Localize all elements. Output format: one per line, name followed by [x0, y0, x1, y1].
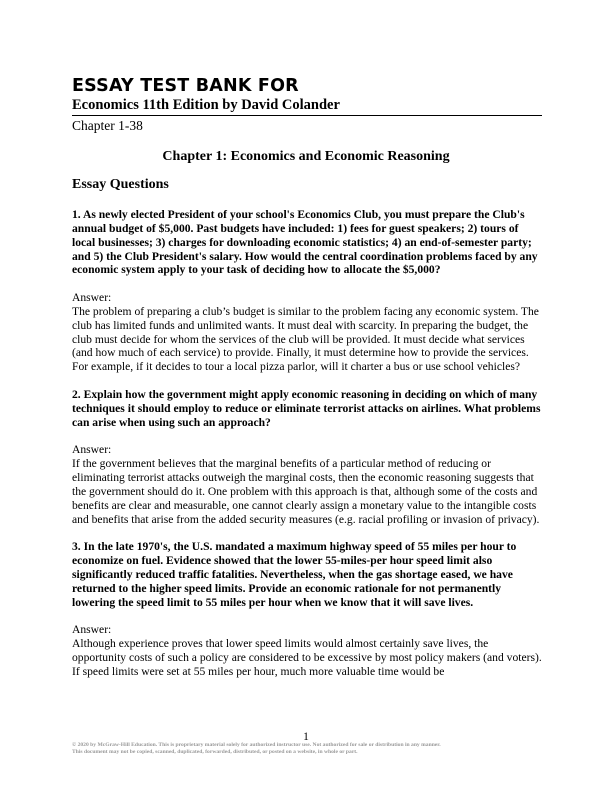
copyright-line-1: © 2020 by McGraw-Hill Education. This is proprietary material solely for authorized instructor use. Not authorized for sale or distribution in any manner.	[72, 742, 441, 748]
question-item	[72, 388, 544, 526]
copyright-line-2: This document may not be copied, scanned, duplicated, forwarded, distributed, or posted on a website, in whole or part.	[72, 749, 358, 756]
book-subtitle: Economics 11th Edition by David Colander	[72, 97, 340, 113]
chapter-range: Chapter 1-38	[72, 118, 143, 133]
question-item	[72, 208, 544, 374]
page-number: 1	[303, 731, 309, 743]
copyright-footer	[72, 742, 552, 757]
questions-list	[72, 208, 544, 693]
header-divider	[72, 115, 542, 116]
question-text: 1. As newly elected President of your school's Economics Club, you must prepare the Club's annual budget of $5,000. Past budgets have included: 1) fees for guest speakers; 2) tours of local businesses; 3) charges for downloading economic statistics; 4) an end-of-semester party; and 5) the Club President's salary. How would the central coordination problems faced by any economic system apply to your task of deciding how to allocate the $5,000?	[72, 208, 538, 277]
answer-text: If the government believes that the marginal benefits of a particular method of reducing or eliminating terrorist attacks outweigh the marginal costs, then the economic reasoning suggests that the government should do it. One problem with this approach is that, although some of the costs and benefits are clear and measurable, one cannot clearly assign a monetary value to the intangible costs and benefits that arise from the added security measures (e.g. racial profiling or invasion of privacy).	[72, 457, 540, 526]
question-text: 3. In the late 1970's, the U.S. mandated a maximum highway speed of 55 miles per hour to economize on fuel. Evidence showed that the lower 55-miles-per hour speed limit also significantly reduced traffic fatalities. Nevertheless, when the gas shortage eased, we have returned to the higher speed limits. Provide an economic rationale for not permanently lowering the speed limit to 55 miles per hour when we know that it will save lives.	[72, 540, 517, 609]
section-heading: Essay Questions	[72, 177, 169, 192]
answer-label: Answer:	[72, 291, 112, 305]
answer-label: Answer:	[72, 443, 112, 457]
answer-text: The problem of preparing a club’s budget is similar to the problem facing any economic system. The club has limited funds and unlimited wants. It must deal with scarcity. In preparing the budget, the club must decide for whom the services of the club will be provided. It must decide what services (and how much of each service) to provide. Finally, it must determine how to provide the services. For example, if it decides to tour a local pizza parlor, will it charter a bus or use school vehicles?	[72, 304, 539, 374]
answer-label: Answer:	[72, 623, 112, 637]
answer-text: Although experience proves that lower speed limits would almost certainly save lives, the opportunity costs of such a policy are considered to be excessive by most policy makers (and voters). If speed limits were set at 55 miles per hour, much more valuable time would be	[72, 637, 542, 678]
question-item	[72, 540, 544, 678]
chapter-heading: Chapter 1: Economics and Economic Reasoning	[162, 149, 450, 164]
test-bank-title: ESSAY TEST BANK FOR	[72, 76, 299, 96]
question-text: 2. Explain how the government might apply economic reasoning in deciding on which of many techniques it should employ to reduce or eliminate terrorist attacks on airlines. What problems can arise when using such an approach?	[72, 387, 541, 429]
